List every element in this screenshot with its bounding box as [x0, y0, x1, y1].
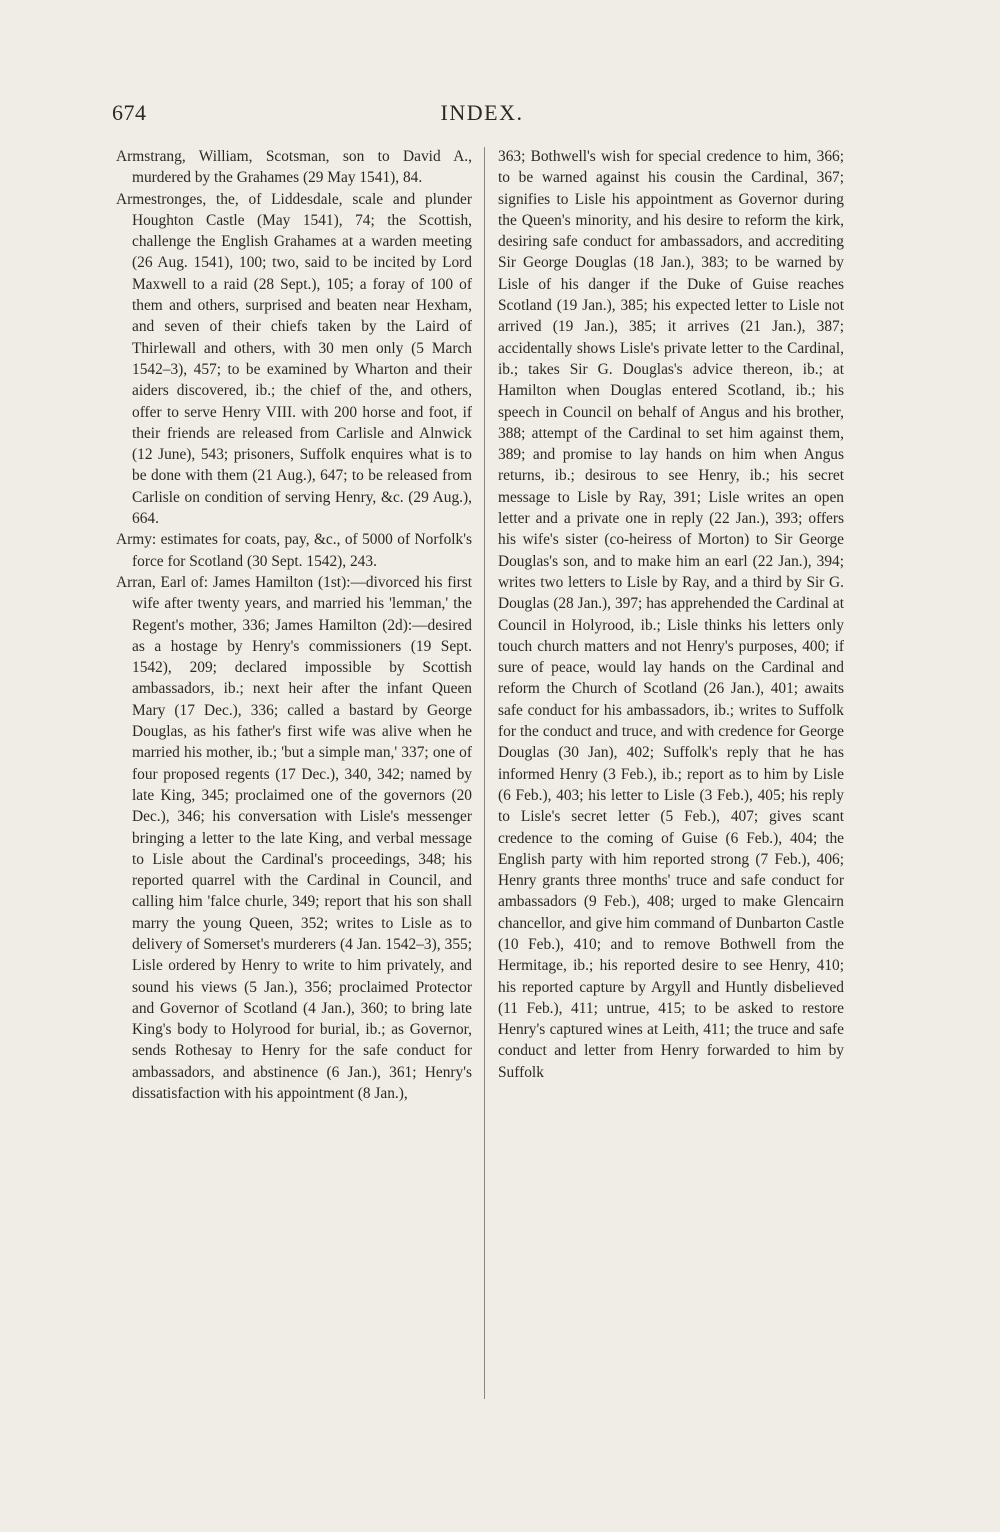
column-divider	[484, 147, 485, 1399]
page-number: 674	[112, 100, 147, 125]
index-entry-arran-continued: 363; Bothwell's wish for special credence to him, 366; to be warned against his cousin the Cardinal, 367; signifies to Lisle his appointment as Governor during the Queen's minority, and his desire to reform the kirk, desiring safe conduct for ambassadors, and accrediting Sir George Douglas (18 Jan.), 383; to be warned by Lisle of his danger if the Duke of Guise reaches Scotland (19 Jan.), 385; his expected letter to Lisle not arrived (19 Jan.), 385; it arrives (21 Jan.), 387; accidentally shows Lisle's private letter to the Cardinal, ib.; takes Sir G. Douglas's advice thereon, ib.; at Hamilton when Douglas entered Scotland, ib.; his speech in Council on behalf of Angus and his brother, 388; attempt of the Cardinal to set him against them, 389; and promise to lay hands on him when Angus returns, ib.; desirous to see Henry, ib.; his secret message to Lisle by Ray, 391; Lisle writes an open letter and a private one in reply (22 Jan.), 393; offers his wife's sister (co-heiress of Morton) to Sir George Douglas's son, and to make him an earl (22 Jan.), 394; writes two letters to Lisle by Ray, and a third by Sir G. Douglas (28 Jan.), 397; has apprehended the Cardinal at Council in Holyrood, ib.; Lisle thinks his letters only touch church matters and not Henry's purposes, 400; if sure of peace, would lay hands on the Cardinal and reform the Church of Scotland (26 Jan.), 401; awaits safe conduct for his ambassadors, ib.; writes to Suffolk for the conduct and truce, and with credence for George Douglas (30 Jan), 402; Suffolk's reply that he has informed Henry (3 Feb.), ib.; report as to him by Lisle (6 Feb.), 403; his letter to Lisle (3 Feb.), 405; his reply to Lisle's secret letter (5 Feb.), 407; gives scant credence to the coming of Guise (6 Feb.), 404; the English party with him reported strong (7 Feb.), 406; Henry grants three months' truce and safe conduct for ambassadors (9 Feb.), 408; urged to make Glencairn chancellor, and give him command of Dunbarton Castle (10 Feb.), 410; and to remove Bothwell from the Hermitage, ib.; his reported desire to see Henry, 410; his reported capture by Argyll and Huntly disbelieved (11 Feb.), 411; untrue, 415; to be asked to restore Henry's captured wines at Leith, 411; the truce and safe conduct and letter from Henry forwarded to him by Suffolk	[498, 148, 844, 1081]
left-column	[116, 146, 472, 1104]
right-column	[498, 146, 844, 1083]
page-header	[112, 100, 852, 132]
running-title: INDEX.	[440, 100, 524, 125]
index-entry-arran: Arran, Earl of: James Hamilton (1st):—divorced his first wife after twenty years, and married his 'lemman,' the Regent's mother, 336; James Hamilton (2d):—desired as a hostage by Henry's commissioners (19 Sept. 1542), 209; declared impossible by Scottish ambassadors, ib.; next heir after the infant Queen Mary (17 Dec.), 336; called a bastard by George Douglas, as his father's first wife was alive when he married his mother, ib.; 'but a simple man,' 337; one of four proposed regents (17 Dec.), 340, 342; named by late King, 345; proclaimed one of the governors (20 Dec.), 346; his conversation with Lisle's messenger bringing a letter to the late King, and verbal message to Lisle about the Cardinal's proceedings, 348; his reported quarrel with the Cardinal in Council, and calling him 'falce churle, 349; report that his son shall marry the young Queen, 352; writes to Lisle as to delivery of Somerset's murderers (4 Jan. 1542–3), 355; Lisle ordered by Henry to write to him privately, and sound his views (5 Jan.), 356; proclaimed Protector and Governor of Scotland (4 Jan.), 360; to bring late King's body to Holyrood for burial, ib.; as Governor, sends Rothesay to Henry for the safe conduct for ambassadors, and abstinence (6 Jan.), 361; Henry's dissatisfaction with his appointment (8 Jan.),	[116, 573, 472, 1103]
index-entry-army: Army: estimates for coats, pay, &c., of 5000 of Norfolk's force for Scotland (30 Sept. 1542), 243.	[116, 531, 472, 570]
index-entry-armstrang: Armstrang, William, Scotsman, son to David A., murdered by the Grahames (29 May 1541), 84.	[116, 148, 472, 187]
index-entry-armestronges: Armestronges, the, of Liddesdale, scale and plunder Houghton Castle (May 1541), 74; the Scottish, challenge the English Grahames at a warden meeting (26 Aug. 1541), 100; two, said to be incited by Lord Maxwell to a raid (28 Sept.), 105; a foray of 100 of them and others, surprised and beaten near Hexham, and seven of their chiefs taken by the Laird of Thirlewall and others, with 30 men only (5 March 1542–3), 457; to be examined by Wharton and their aiders discovered, ib.; the chief of the, and others, offer to serve Henry VIII. with 200 horse and foot, if their friends are released from Carlisle and Alnwick (12 June), 543; prisoners, Suffolk enquires what is to be done with them (21 Aug.), 647; to be released from Carlisle on condition of serving Henry, &c. (29 Aug.), 664.	[116, 190, 472, 528]
